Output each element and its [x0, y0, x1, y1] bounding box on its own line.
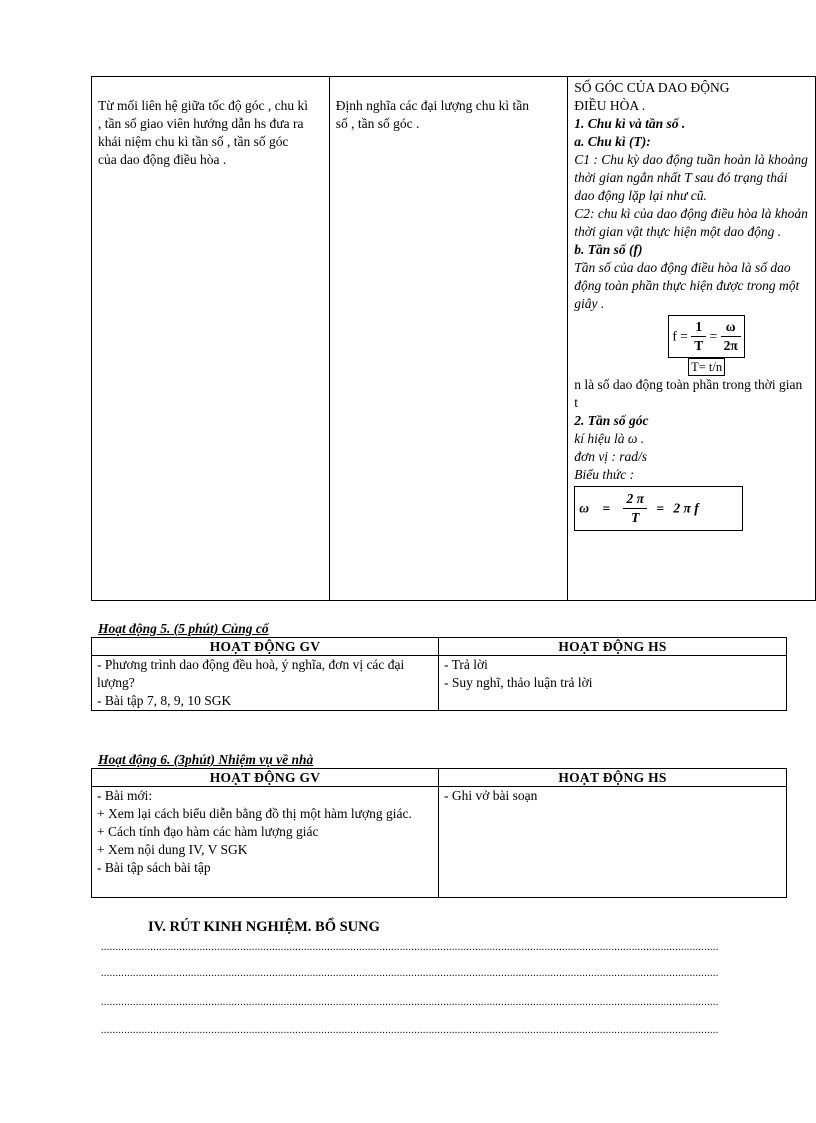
activity-6-gv-line: + Xem lại cách biểu diễn bằng đồ thị một hàm lượng giác.	[97, 806, 412, 821]
activity-6-gv-line: + Cách tính đạo hàm các hàm lượng giác	[97, 824, 319, 839]
section-1-title: 1. Chu kì và tần số .	[574, 116, 686, 131]
activity-6-header-hs: HOẠT ĐỘNG HS	[439, 769, 787, 787]
activity-5-header-gv: HOẠT ĐỘNG GV	[92, 638, 439, 656]
formula-f-lhs: f =	[672, 328, 688, 344]
content-heading-2-tail: .	[638, 98, 646, 113]
activity-6-gv-line: - Bài tập sách bài tập	[97, 860, 211, 875]
n-definition: n là số dao động toàn phần trong thời gian t	[574, 377, 803, 410]
activity-6-hs-cell	[439, 787, 787, 898]
frequency-formula	[668, 315, 744, 358]
activity-5-hs-cell	[439, 656, 787, 711]
period-formula: T= t/n	[688, 358, 725, 376]
c1-text: : Chu kỳ dao động tuần hoàn là khoảng thời gian ngắn nhất T sau đó trạng thái dao động lặp lại như cũ.	[574, 152, 808, 203]
activity-5-table	[91, 637, 787, 711]
content-cell	[568, 77, 816, 601]
fraction-denominator: T	[694, 338, 704, 353]
teacher-activity-text: Từ mối liên hệ giữa tốc độ góc , chu kì , tần số giao viên hướng dẫn hs đưa ra khái niệm chu kì tần số , tần số góc của dao động điều hòa .	[98, 98, 308, 167]
fraction-2pi-over-T	[623, 490, 647, 527]
frequency-formula-wrap	[574, 315, 809, 358]
fraction-omega-over-2pi	[721, 318, 741, 355]
activity-6-header-gv: HOẠT ĐỘNG GV	[92, 769, 439, 787]
activity-5-header-hs: HOẠT ĐỘNG HS	[439, 638, 787, 656]
section-4-title: IV. RÚT KINH NGHIỆM. BỔ SUNG	[148, 919, 380, 935]
formula-omega-eq1: =	[602, 500, 611, 516]
c2-text: : chu kì của dao động điều hòa là khoản thời gian vật thực hiện một dao động .	[574, 206, 808, 239]
formula-omega-lhs: ω	[579, 500, 589, 516]
content-heading-1: SỐ GÓC CỦA DAO ĐỘNG	[574, 80, 730, 95]
c2-label: C2	[574, 206, 590, 221]
activity-6-hs-line: - Ghi vở bài soạn	[444, 788, 538, 803]
activity-5-title: Hoạt động 5. (5 phút) Củng cố	[98, 621, 269, 636]
teacher-activity-cell	[92, 77, 330, 601]
activity-5-gv-line: - Bài tập 7, 8, 9, 10 SGK	[97, 693, 232, 708]
formula-omega-rhs: 2 π f	[673, 500, 699, 516]
activity-5-gv-line: - Phương trình dao động đều hoà, ý nghĩa, đơn vị các đại lượng?	[97, 657, 405, 690]
content-heading-2-line	[574, 97, 809, 115]
frequency-definition: Tần số của dao động điều hòa là số dao động toàn phần thực hiện được trong một giây .	[574, 260, 800, 311]
formula-omega-eq2: =	[656, 500, 665, 516]
fill-line: .....................................................................................................................................................................................................................	[101, 997, 719, 1008]
period-formula-wrap	[574, 358, 809, 376]
fraction-numerator: 1	[691, 318, 706, 337]
activity-6-title: Hoạt động 6. (3phút) Nhiệm vụ về nhà	[98, 752, 314, 767]
activity-6-gv-line: - Bài mới:	[97, 788, 153, 803]
fraction-1-over-T	[691, 318, 706, 355]
student-activity-text: Định nghĩa các đại lượng chu kì tần số , tần số góc .	[335, 98, 529, 131]
section-2-title: 2. Tần số góc	[574, 413, 649, 428]
fill-line: .....................................................................................................................................................................................................................	[101, 968, 719, 979]
content-heading-2: ĐIỀU HÒA	[574, 98, 639, 113]
activity-6-table	[91, 768, 787, 898]
activity-5-hs-line: - Trả lời	[444, 657, 488, 672]
c1-paragraph	[574, 151, 809, 205]
sub-b-title: b. Tần số (f)	[574, 242, 643, 257]
activity-6-gv-line: + Xem nội dung IV, V SGK	[97, 842, 248, 857]
activity-6-gv-cell	[92, 787, 439, 898]
expression-label: Biểu thức :	[574, 467, 635, 482]
fraction-numerator: 2 π	[623, 490, 647, 509]
student-activity-cell	[329, 77, 568, 601]
angular-frequency-formula	[574, 486, 743, 531]
fill-line: .....................................................................................................................................................................................................................	[101, 1025, 719, 1036]
activity-5-gv-cell	[92, 656, 439, 711]
fill-line: .....................................................................................................................................................................................................................	[101, 942, 719, 953]
fraction-denominator: 2π	[723, 338, 738, 353]
fraction-denominator: T	[631, 510, 640, 525]
formula-f-equals: =	[709, 328, 718, 344]
omega-symbol-text: kí hiệu là ω .	[574, 431, 645, 446]
lesson-table	[91, 76, 816, 601]
c2-paragraph	[574, 205, 809, 241]
c1-label: C1	[574, 152, 590, 167]
sub-a-title: a. Chu kì (T):	[574, 134, 651, 149]
fraction-numerator: ω	[721, 318, 741, 337]
activity-5-hs-line: - Suy nghĩ, thảo luận trả lời	[444, 675, 593, 690]
omega-unit-text: đơn vị : rad/s	[574, 449, 648, 464]
